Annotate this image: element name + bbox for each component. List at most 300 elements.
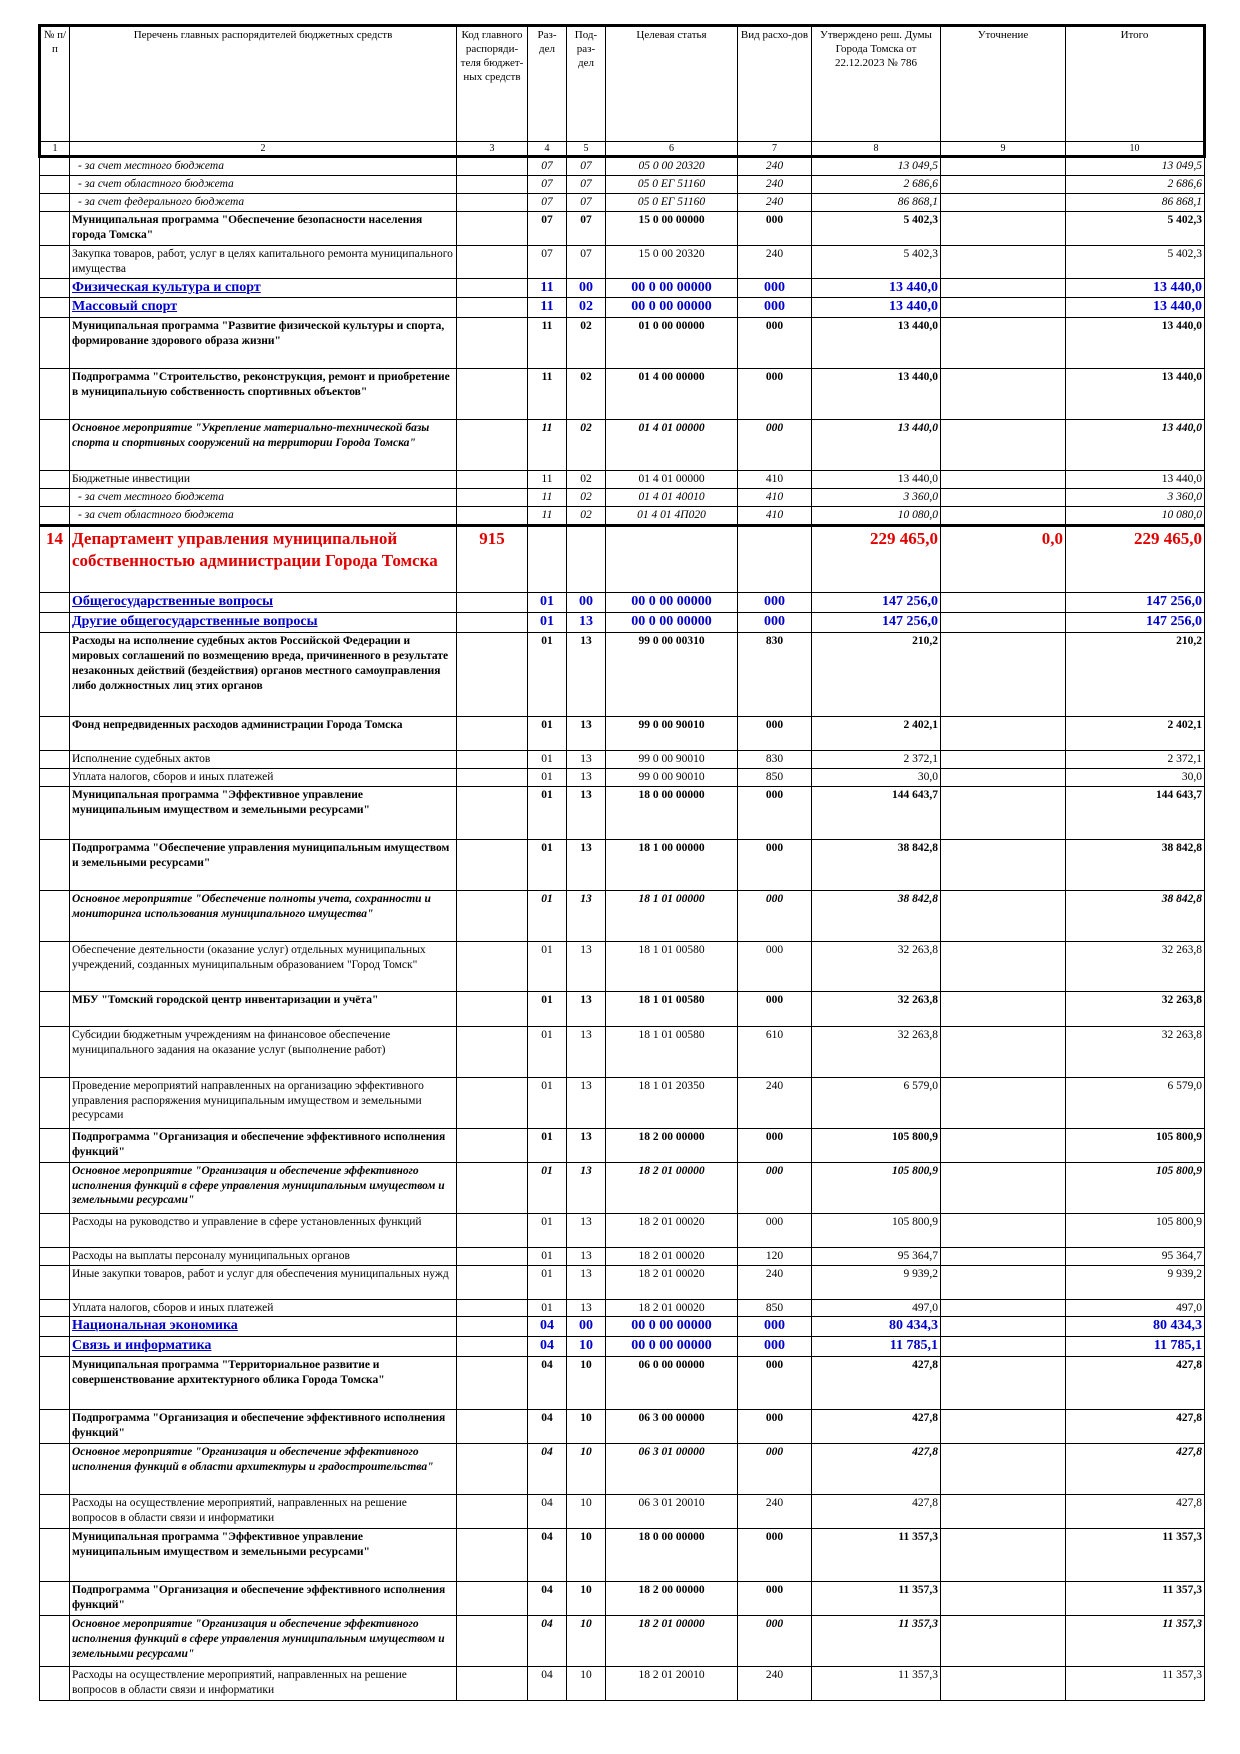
- row-subsection: 13: [567, 750, 606, 768]
- row-expense-type: 000: [738, 1582, 812, 1616]
- row-approved: 147 256,0: [812, 612, 941, 632]
- row-target-item: 18 2 01 20010: [606, 1667, 738, 1701]
- row-number: [40, 318, 70, 369]
- column-number: 1: [40, 142, 70, 157]
- row-approved: 2 686,6: [812, 175, 941, 193]
- row-subsection: [567, 526, 606, 593]
- row-target-item: 18 1 00 00000: [606, 839, 738, 890]
- row-name: Национальная экономика: [70, 1317, 457, 1337]
- table-row: [40, 716, 1205, 750]
- row-name: Муниципальная программа "Развитие физической культуры и спорта, формирование здорового образа жизни": [70, 318, 457, 369]
- row-approved: 11 785,1: [812, 1337, 941, 1357]
- row-approved: 11 357,3: [812, 1616, 941, 1667]
- row-total: 13 440,0: [1066, 420, 1205, 471]
- row-subsection: 13: [567, 1265, 606, 1299]
- table-row: [40, 1495, 1205, 1529]
- table-row: [40, 632, 1205, 716]
- row-expense-type: 240: [738, 193, 812, 211]
- row-target-item: 06 3 00 00000: [606, 1410, 738, 1444]
- row-number: [40, 1444, 70, 1495]
- row-admin-code: [457, 1495, 528, 1529]
- row-expense-type: 000: [738, 941, 812, 991]
- row-number: [40, 1213, 70, 1247]
- row-number: [40, 278, 70, 298]
- row-subsection: 10: [567, 1616, 606, 1667]
- row-target-item: 01 0 00 00000: [606, 318, 738, 369]
- row-adjustment: [941, 157, 1066, 176]
- row-total: 229 465,0: [1066, 526, 1205, 593]
- row-admin-code: [457, 1582, 528, 1616]
- row-adjustment: [941, 1265, 1066, 1299]
- row-subsection: 00: [567, 593, 606, 613]
- row-number: [40, 193, 70, 211]
- row-target-item: 99 0 00 00310: [606, 632, 738, 716]
- header-cell: Итого: [1066, 26, 1205, 142]
- row-subsection: 13: [567, 1128, 606, 1162]
- row-total: 30,0: [1066, 768, 1205, 786]
- table-row: [40, 768, 1205, 786]
- row-approved: 13 440,0: [812, 420, 941, 471]
- row-name: Основное мероприятие "Укрепление материально-технической базы спорта и спортивных сооружений на территории Города Томска": [70, 420, 457, 471]
- row-admin-code: [457, 768, 528, 786]
- row-target-item: 18 2 01 00000: [606, 1162, 738, 1213]
- row-total: 11 357,3: [1066, 1616, 1205, 1667]
- row-number: [40, 941, 70, 991]
- row-expense-type: 240: [738, 1077, 812, 1128]
- row-target-item: 18 1 01 00000: [606, 890, 738, 941]
- row-expense-type: 000: [738, 1128, 812, 1162]
- row-name: Расходы на исполнение судебных актов Российской Федерации и мировых соглашений по возмещению вреда, причиненного в результате незаконных действий (бездействия) органов местного самоуправления либо должностных лиц этих органов: [70, 632, 457, 716]
- row-adjustment: [941, 593, 1066, 613]
- row-adjustment: [941, 632, 1066, 716]
- row-expense-type: 830: [738, 632, 812, 716]
- row-expense-type: 000: [738, 1616, 812, 1667]
- row-total: 13 440,0: [1066, 278, 1205, 298]
- row-number: [40, 1495, 70, 1529]
- column-number: 9: [941, 142, 1066, 157]
- row-subsection: 10: [567, 1337, 606, 1357]
- row-number: [40, 1616, 70, 1667]
- row-subsection: 10: [567, 1410, 606, 1444]
- row-subsection: 07: [567, 175, 606, 193]
- row-target-item: 99 0 00 90010: [606, 716, 738, 750]
- row-total: 11 357,3: [1066, 1667, 1205, 1701]
- row-admin-code: [457, 991, 528, 1026]
- table-row: [40, 991, 1205, 1026]
- row-admin-code: [457, 632, 528, 716]
- row-number: [40, 890, 70, 941]
- row-total: 427,8: [1066, 1357, 1205, 1410]
- row-number: [40, 593, 70, 613]
- row-target-item: 05 0 00 20320: [606, 157, 738, 176]
- column-number: 2: [70, 142, 457, 157]
- row-name: Основное мероприятие "Организация и обеспечение эффективного исполнения функций в сфере управления муниципальным имуществом и земельными ресурсами": [70, 1162, 457, 1213]
- table-row: [40, 1410, 1205, 1444]
- table-row: [40, 593, 1205, 613]
- row-admin-code: [457, 1410, 528, 1444]
- row-subsection: 02: [567, 471, 606, 489]
- table-row: [40, 1128, 1205, 1162]
- row-subsection: 10: [567, 1582, 606, 1616]
- row-number: [40, 839, 70, 890]
- row-admin-code: [457, 1026, 528, 1077]
- row-target-item: 18 0 00 00000: [606, 786, 738, 839]
- row-admin-code: [457, 489, 528, 507]
- row-section: 01: [528, 1213, 567, 1247]
- row-expense-type: 000: [738, 1213, 812, 1247]
- row-number: [40, 1077, 70, 1128]
- row-adjustment: [941, 1582, 1066, 1616]
- row-approved: 6 579,0: [812, 1077, 941, 1128]
- row-subsection: 10: [567, 1444, 606, 1495]
- row-number: [40, 175, 70, 193]
- row-total: 427,8: [1066, 1444, 1205, 1495]
- row-section: 04: [528, 1582, 567, 1616]
- row-approved: 427,8: [812, 1444, 941, 1495]
- row-adjustment: [941, 318, 1066, 369]
- row-number: [40, 632, 70, 716]
- table-row: [40, 786, 1205, 839]
- row-adjustment: [941, 471, 1066, 489]
- row-target-item: 18 2 00 00000: [606, 1128, 738, 1162]
- row-name: Основное мероприятие "Обеспечение полноты учета, сохранности и мониторинга использования муниципального имущества": [70, 890, 457, 941]
- row-adjustment: [941, 1667, 1066, 1701]
- row-expense-type: 610: [738, 1026, 812, 1077]
- row-section: 01: [528, 1162, 567, 1213]
- row-expense-type: 000: [738, 1317, 812, 1337]
- row-admin-code: [457, 1213, 528, 1247]
- row-adjustment: [941, 1495, 1066, 1529]
- row-approved: 9 939,2: [812, 1265, 941, 1299]
- row-target-item: 01 4 00 00000: [606, 369, 738, 420]
- row-admin-code: [457, 369, 528, 420]
- row-target-item: 18 2 01 00020: [606, 1299, 738, 1317]
- table-row: [40, 1317, 1205, 1337]
- row-expense-type: 850: [738, 768, 812, 786]
- row-target-item: 06 0 00 00000: [606, 1357, 738, 1410]
- column-number-row: [40, 142, 1205, 157]
- row-name: Департамент управления муниципальной собственностью администрации Города Томска: [70, 526, 457, 593]
- row-total: 427,8: [1066, 1410, 1205, 1444]
- column-number: 3: [457, 142, 528, 157]
- header-cell: Утверждено реш. Думы Города Томска от 22.12.2023 № 786: [812, 26, 941, 142]
- table-row: [40, 1247, 1205, 1265]
- row-adjustment: [941, 941, 1066, 991]
- row-total: 2 372,1: [1066, 750, 1205, 768]
- row-approved: 13 049,5: [812, 157, 941, 176]
- row-admin-code: [457, 839, 528, 890]
- row-expense-type: 000: [738, 839, 812, 890]
- row-section: 01: [528, 593, 567, 613]
- row-number: [40, 991, 70, 1026]
- row-name: Муниципальная программа "Эффективное управление муниципальным имуществом и земельными ресурсами": [70, 1529, 457, 1582]
- row-subsection: 07: [567, 193, 606, 211]
- row-expense-type: 000: [738, 298, 812, 318]
- row-subsection: 02: [567, 298, 606, 318]
- row-adjustment: [941, 1247, 1066, 1265]
- row-admin-code: [457, 1299, 528, 1317]
- table-row: [40, 1357, 1205, 1410]
- column-number: 10: [1066, 142, 1205, 157]
- row-total: 38 842,8: [1066, 839, 1205, 890]
- row-total: 2 402,1: [1066, 716, 1205, 750]
- row-total: 13 440,0: [1066, 369, 1205, 420]
- row-total: 6 579,0: [1066, 1077, 1205, 1128]
- row-target-item: 00 0 00 00000: [606, 1337, 738, 1357]
- row-expense-type: 000: [738, 612, 812, 632]
- row-subsection: 13: [567, 1213, 606, 1247]
- row-section: 01: [528, 768, 567, 786]
- row-approved: 144 643,7: [812, 786, 941, 839]
- row-adjustment: [941, 1162, 1066, 1213]
- row-name: Подпрограмма "Организация и обеспечение эффективного исполнения функций": [70, 1128, 457, 1162]
- row-name: Общегосударственные вопросы: [70, 593, 457, 613]
- row-number: [40, 1337, 70, 1357]
- row-number: [40, 157, 70, 176]
- row-total: 2 686,6: [1066, 175, 1205, 193]
- table-row: [40, 1299, 1205, 1317]
- table-row: [40, 1162, 1205, 1213]
- row-approved: 497,0: [812, 1299, 941, 1317]
- row-adjustment: [941, 1337, 1066, 1357]
- row-total: 13 049,5: [1066, 157, 1205, 176]
- row-approved: 13 440,0: [812, 298, 941, 318]
- row-name: Связь и информатика: [70, 1337, 457, 1357]
- row-subsection: 02: [567, 489, 606, 507]
- row-admin-code: [457, 593, 528, 613]
- row-approved: 86 868,1: [812, 193, 941, 211]
- row-expense-type: 000: [738, 1529, 812, 1582]
- table-row: [40, 369, 1205, 420]
- header-cell: Перечень главных распорядителей бюджетных средств: [70, 26, 457, 142]
- row-admin-code: [457, 1616, 528, 1667]
- row-subsection: 02: [567, 369, 606, 420]
- row-total: 11 357,3: [1066, 1529, 1205, 1582]
- row-adjustment: [941, 175, 1066, 193]
- row-adjustment: [941, 750, 1066, 768]
- row-target-item: 00 0 00 00000: [606, 278, 738, 298]
- table-row: [40, 157, 1205, 176]
- row-total: 497,0: [1066, 1299, 1205, 1317]
- row-admin-code: [457, 193, 528, 211]
- row-total: 3 360,0: [1066, 489, 1205, 507]
- row-section: 07: [528, 175, 567, 193]
- row-admin-code: [457, 471, 528, 489]
- row-admin-code: [457, 298, 528, 318]
- row-expense-type: 410: [738, 507, 812, 526]
- row-name: Физическая культура и спорт: [70, 278, 457, 298]
- row-adjustment: [941, 1077, 1066, 1128]
- row-total: 105 800,9: [1066, 1213, 1205, 1247]
- table-row: [40, 1582, 1205, 1616]
- row-number: [40, 1529, 70, 1582]
- table-row: [40, 1667, 1205, 1701]
- row-section: [528, 526, 567, 593]
- row-subsection: 13: [567, 1026, 606, 1077]
- table-row: [40, 1213, 1205, 1247]
- row-admin-code: [457, 1337, 528, 1357]
- row-number: [40, 716, 70, 750]
- row-adjustment: [941, 786, 1066, 839]
- row-subsection: 13: [567, 786, 606, 839]
- row-subsection: 02: [567, 318, 606, 369]
- row-subsection: 13: [567, 716, 606, 750]
- row-number: [40, 768, 70, 786]
- row-target-item: 05 0 ЕГ 51160: [606, 193, 738, 211]
- row-target-item: 00 0 00 00000: [606, 298, 738, 318]
- row-total: 11 357,3: [1066, 1582, 1205, 1616]
- row-number: [40, 612, 70, 632]
- row-target-item: 18 2 01 00020: [606, 1213, 738, 1247]
- row-section: 04: [528, 1337, 567, 1357]
- row-section: 04: [528, 1410, 567, 1444]
- row-section: 01: [528, 716, 567, 750]
- row-approved: 32 263,8: [812, 1026, 941, 1077]
- row-name: Подпрограмма "Организация и обеспечение эффективного исполнения функций": [70, 1582, 457, 1616]
- table-row: [40, 420, 1205, 471]
- row-total: 11 785,1: [1066, 1337, 1205, 1357]
- row-target-item: [606, 526, 738, 593]
- row-adjustment: [941, 1357, 1066, 1410]
- row-section: 04: [528, 1317, 567, 1337]
- row-approved: 80 434,3: [812, 1317, 941, 1337]
- row-admin-code: [457, 420, 528, 471]
- header-cell: Код главного распоряди-теля бюджет-ных средств: [457, 26, 528, 142]
- row-subsection: 13: [567, 612, 606, 632]
- row-adjustment: [941, 1529, 1066, 1582]
- row-admin-code: [457, 175, 528, 193]
- row-target-item: 00 0 00 00000: [606, 612, 738, 632]
- row-admin-code: [457, 1357, 528, 1410]
- row-total: 147 256,0: [1066, 612, 1205, 632]
- row-section: 04: [528, 1529, 567, 1582]
- row-section: 04: [528, 1616, 567, 1667]
- row-subsection: 13: [567, 768, 606, 786]
- row-subsection: 10: [567, 1495, 606, 1529]
- table-row: [40, 1444, 1205, 1495]
- row-expense-type: 000: [738, 1162, 812, 1213]
- row-admin-code: [457, 318, 528, 369]
- row-approved: 13 440,0: [812, 471, 941, 489]
- row-subsection: 10: [567, 1529, 606, 1582]
- row-adjustment: [941, 420, 1066, 471]
- row-expense-type: 240: [738, 245, 812, 278]
- row-adjustment: [941, 612, 1066, 632]
- row-adjustment: 0,0: [941, 526, 1066, 593]
- row-target-item: 18 1 01 00580: [606, 991, 738, 1026]
- row-section: 07: [528, 211, 567, 245]
- row-admin-code: [457, 1444, 528, 1495]
- row-name: Фонд непредвиденных расходов администрации Города Томска: [70, 716, 457, 750]
- row-section: 01: [528, 890, 567, 941]
- table-row: [40, 489, 1205, 507]
- row-target-item: 18 2 00 00000: [606, 1582, 738, 1616]
- row-adjustment: [941, 1616, 1066, 1667]
- row-expense-type: 000: [738, 1444, 812, 1495]
- table-row: [40, 1616, 1205, 1667]
- table-row: [40, 1265, 1205, 1299]
- row-subsection: 00: [567, 1317, 606, 1337]
- row-target-item: 18 2 01 00000: [606, 1616, 738, 1667]
- row-section: 11: [528, 507, 567, 526]
- row-subsection: 00: [567, 278, 606, 298]
- row-target-item: 18 1 01 20350: [606, 1077, 738, 1128]
- row-name: Подпрограмма "Строительство, реконструкция, ремонт и приобретение в муниципальную собственность спортивных объектов": [70, 369, 457, 420]
- row-approved: 13 440,0: [812, 318, 941, 369]
- row-number: 14: [40, 526, 70, 593]
- table-row: [40, 471, 1205, 489]
- row-approved: 147 256,0: [812, 593, 941, 613]
- row-name: Расходы на руководство и управление в сфере установленных функций: [70, 1213, 457, 1247]
- row-expense-type: 000: [738, 278, 812, 298]
- header-cell: № п/п: [40, 26, 70, 142]
- row-subsection: 13: [567, 941, 606, 991]
- row-expense-type: 000: [738, 420, 812, 471]
- row-number: [40, 1247, 70, 1265]
- row-name: Субсидии бюджетным учреждениям на финансовое обеспечение муниципального задания на оказание услуг (выполнение работ): [70, 1026, 457, 1077]
- row-approved: 13 440,0: [812, 278, 941, 298]
- row-total: 9 939,2: [1066, 1265, 1205, 1299]
- row-adjustment: [941, 839, 1066, 890]
- row-approved: 427,8: [812, 1495, 941, 1529]
- row-number: [40, 1317, 70, 1337]
- row-admin-code: 915: [457, 526, 528, 593]
- row-section: 01: [528, 839, 567, 890]
- row-name: - за счет федерального бюджета: [70, 193, 457, 211]
- row-section: 11: [528, 489, 567, 507]
- row-total: 32 263,8: [1066, 1026, 1205, 1077]
- table-row: [40, 211, 1205, 245]
- row-subsection: 10: [567, 1357, 606, 1410]
- row-target-item: 00 0 00 00000: [606, 593, 738, 613]
- row-adjustment: [941, 278, 1066, 298]
- row-approved: 32 263,8: [812, 991, 941, 1026]
- row-approved: 38 842,8: [812, 890, 941, 941]
- row-section: 11: [528, 318, 567, 369]
- row-name: Подпрограмма "Организация и обеспечение эффективного исполнения функций": [70, 1410, 457, 1444]
- row-section: 11: [528, 420, 567, 471]
- row-approved: 5 402,3: [812, 211, 941, 245]
- row-subsection: 13: [567, 1299, 606, 1317]
- row-section: 11: [528, 471, 567, 489]
- row-approved: 427,8: [812, 1357, 941, 1410]
- row-admin-code: [457, 1162, 528, 1213]
- row-expense-type: 240: [738, 1265, 812, 1299]
- table-row: [40, 1026, 1205, 1077]
- row-admin-code: [457, 1247, 528, 1265]
- row-adjustment: [941, 369, 1066, 420]
- row-admin-code: [457, 211, 528, 245]
- row-adjustment: [941, 890, 1066, 941]
- row-section: 11: [528, 298, 567, 318]
- row-number: [40, 1265, 70, 1299]
- row-approved: 3 360,0: [812, 489, 941, 507]
- row-name: Расходы на осуществление мероприятий, направленных на решение вопросов в области связи и информатики: [70, 1495, 457, 1529]
- row-target-item: 99 0 00 90010: [606, 768, 738, 786]
- row-adjustment: [941, 768, 1066, 786]
- row-approved: 229 465,0: [812, 526, 941, 593]
- row-total: 32 263,8: [1066, 941, 1205, 991]
- row-target-item: 99 0 00 90010: [606, 750, 738, 768]
- row-total: 80 434,3: [1066, 1317, 1205, 1337]
- row-approved: 30,0: [812, 768, 941, 786]
- row-name: Основное мероприятие "Организация и обеспечение эффективного исполнения функций в сфере управления муниципальным имуществом и земельными ресурсами": [70, 1616, 457, 1667]
- row-admin-code: [457, 890, 528, 941]
- row-total: 144 643,7: [1066, 786, 1205, 839]
- row-subsection: 07: [567, 157, 606, 176]
- row-section: 01: [528, 941, 567, 991]
- column-number: 4: [528, 142, 567, 157]
